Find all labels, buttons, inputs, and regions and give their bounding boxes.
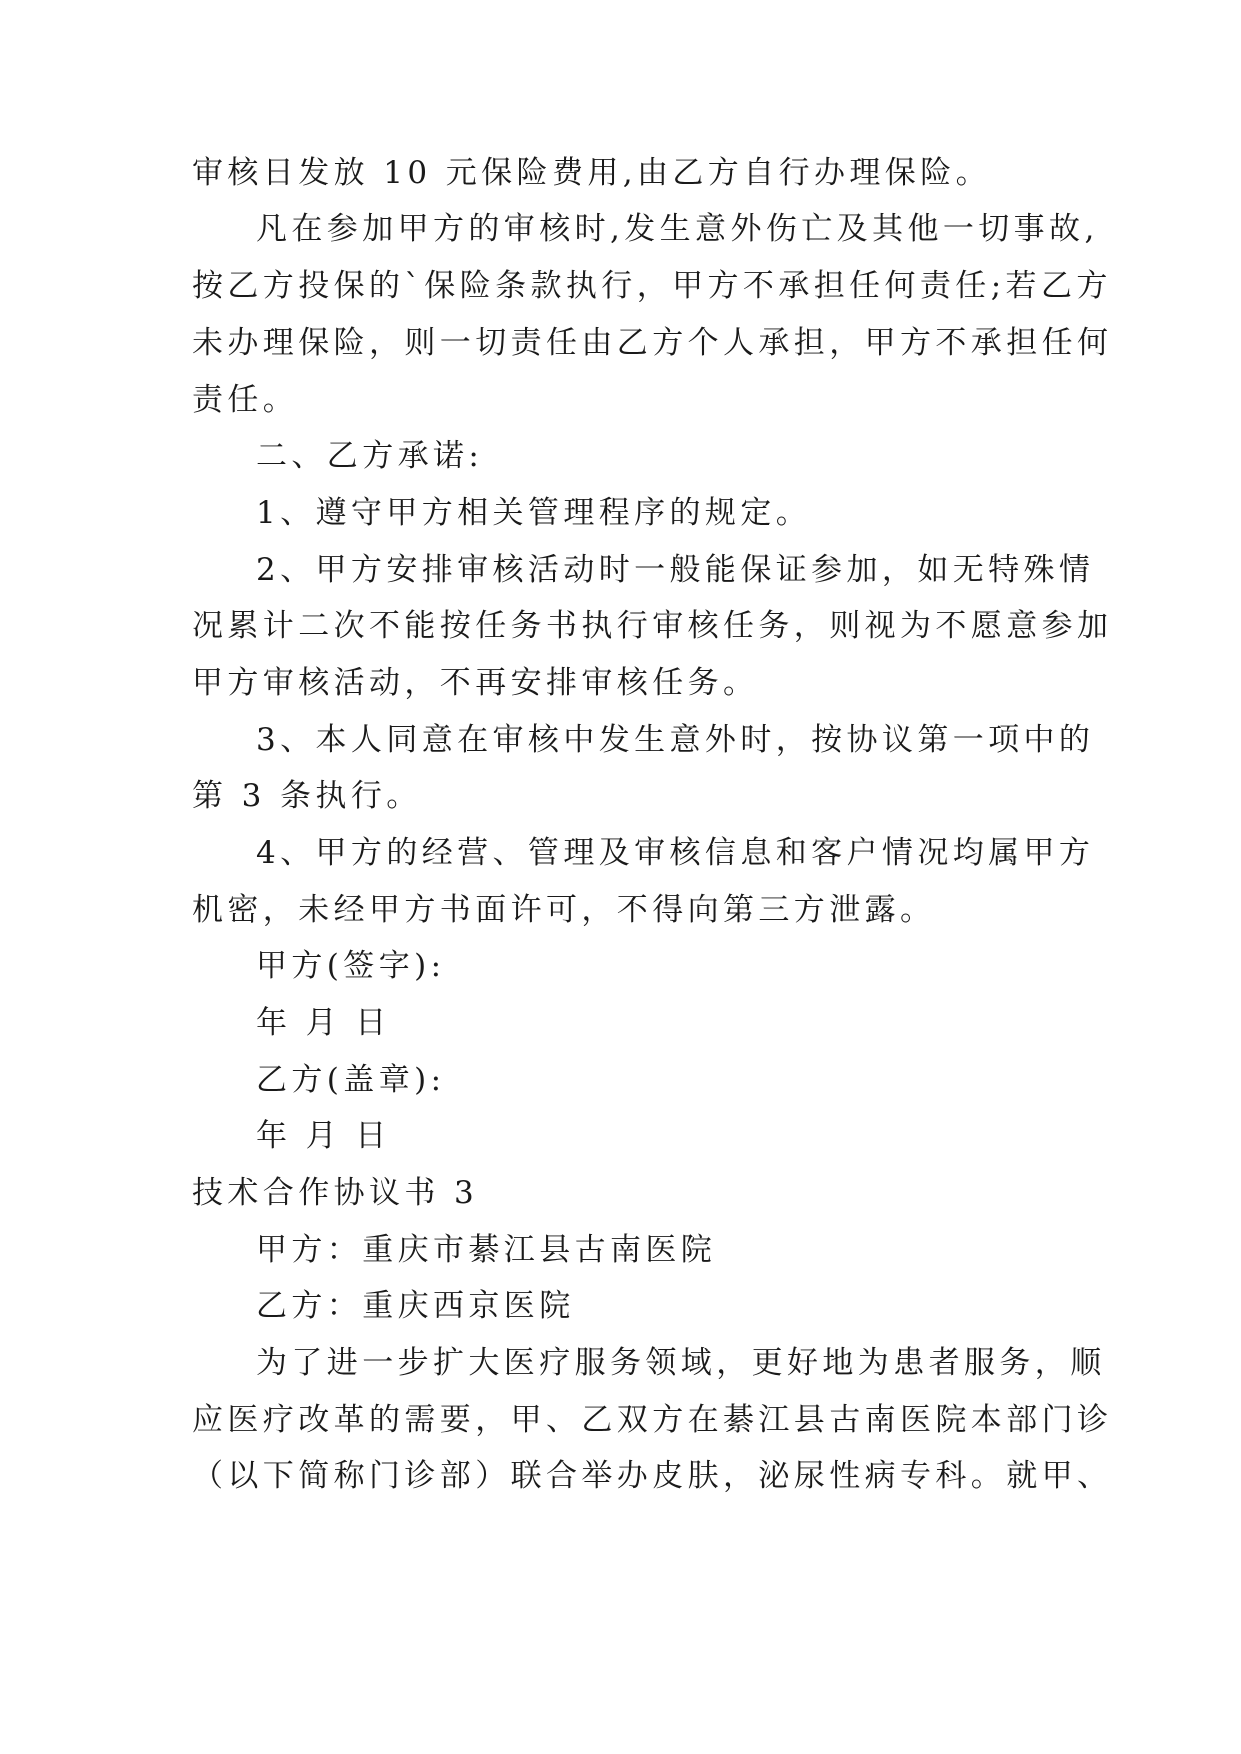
paragraph-line: 为了进一步扩大医疗服务领域，更好地为患者服务，顺 bbox=[256, 1345, 1106, 1381]
paragraph-line: 未办理保险，则一切责任由乙方个人承担，甲方不承担任何 bbox=[192, 325, 1113, 361]
paragraph-line: 应医疗改革的需要，甲、乙双方在綦江县古南医院本部门诊 bbox=[192, 1402, 1113, 1438]
date-line: 年 月 日 bbox=[256, 1005, 391, 1041]
section-heading: 二、乙方承诺: bbox=[256, 438, 484, 474]
paragraph-line: 第 3 条执行。 bbox=[192, 778, 422, 814]
paragraph-line: 机密，未经甲方书面许可，不得向第三方泄露。 bbox=[192, 892, 936, 928]
paragraph-line: 按乙方投保的`保险条款执行，甲方不承担任何责任;若乙方 bbox=[192, 268, 1112, 304]
paragraph-line: 甲方审核活动，不再安排审核任务。 bbox=[192, 665, 759, 701]
list-item: 3、本人同意在审核中发生意外时，按协议第一项中的 bbox=[256, 722, 1095, 758]
paragraph-line: 审核日发放 10 元保险费用,由乙方自行办理保险。 bbox=[192, 155, 992, 191]
party-a-line: 甲方：重庆市綦江县古南医院 bbox=[256, 1232, 717, 1268]
paragraph-line: 责任。 bbox=[192, 382, 299, 418]
signature-label: 甲方(签字): bbox=[256, 948, 446, 984]
paragraph-line: 况累计二次不能按任务书执行审核任务，则视为不愿意参加 bbox=[192, 608, 1113, 644]
list-item: 1、遵守甲方相关管理程序的规定。 bbox=[256, 495, 812, 531]
paragraph-line: 凡在参加甲方的审核时,发生意外伤亡及其他一切事故, bbox=[256, 211, 1099, 247]
party-b-line: 乙方：重庆西京医院 bbox=[256, 1288, 575, 1324]
list-item: 2、甲方安排审核活动时一般能保证参加，如无特殊情 bbox=[256, 552, 1095, 588]
paragraph-line: （以下简称门诊部）联合举办皮肤，泌尿性病专科。就甲、 bbox=[192, 1458, 1113, 1494]
document-title: 技术合作协议书 3 bbox=[192, 1175, 479, 1211]
signature-label: 乙方(盖章): bbox=[256, 1062, 446, 1098]
list-item: 4、甲方的经营、管理及审核信息和客户情况均属甲方 bbox=[256, 835, 1095, 871]
date-line: 年 月 日 bbox=[256, 1118, 391, 1154]
